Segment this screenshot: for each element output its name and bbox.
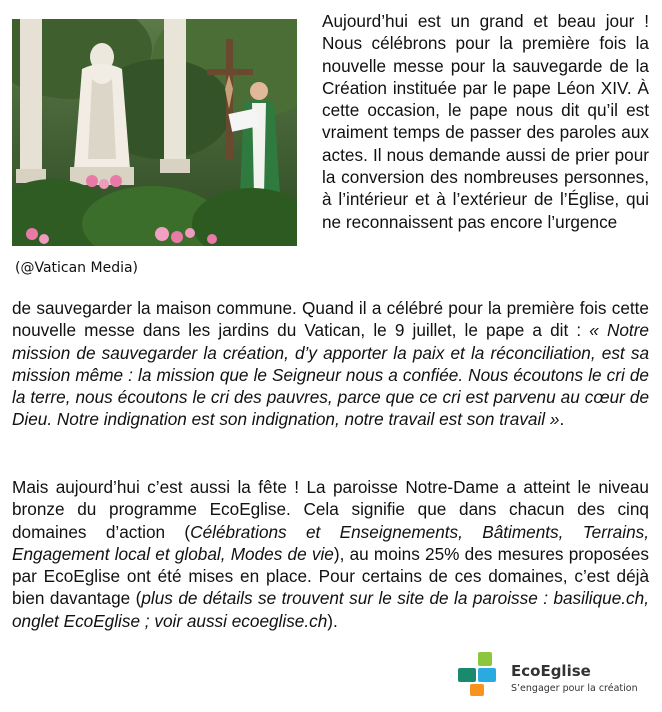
celebration-paragraph	[12, 476, 649, 632]
celebration-text-1: Mais aujourd’hui c’est aussi la fête ! La paroisse Notre-Dame a atteint le niveau bronze du programme EcoEglise. Cela signifie que dans chacun des cinq domaines d’action (	[12, 477, 649, 542]
celebration-text-2: ), au moins 25% des mesures proposées par EcoEglise ont été mises en place. Pour certains de ces domaines, c’est déjà bien davantage (	[12, 543, 649, 609]
photo-caption: (@Vatican Media)	[15, 260, 139, 276]
logo-title: EcoEglise	[511, 662, 591, 680]
right-pillar	[164, 19, 186, 169]
left-pillar	[20, 19, 42, 179]
quote-intro-text: de sauvegarder la maison commune. Quand il a célébré pour la première fois cette nouvelle messe dans les jardins du Vatican, le 9 juillet, le pape a dit :	[12, 298, 649, 341]
photo-illustration	[12, 19, 297, 246]
pope-quote: « Notre mission de sauvegarder la création, d’y apporter la paix et la réconciliation, est sa mission même : la mission que le Seigneur nous a confiée. Nous écoutons le cri de la terre, nous écoutons le cri des pauvres, parce que ce cri est parvenu au cœur de Dieu. Notre indignation est son indignation, notre travail est son travail »	[12, 320, 649, 430]
quote-end: .	[559, 409, 565, 430]
action-domains: Célébrations et Enseignements, Bâtiments, Terrains, Engagement local et global, Modes de vie	[12, 521, 649, 564]
ecoeglise-logo	[456, 650, 656, 700]
logo-subtitle: S’engager pour la création	[511, 683, 638, 694]
celebration-text-3: ).	[327, 610, 338, 631]
ecoeglise-logo-icon	[456, 650, 500, 698]
intro-paragraph: Aujourd’hui est un grand et beau jour ! Nous célébrons pour la première fois la nouvelle messe pour la sauvegarde de la Création instituée par le pape Léon XIV. À cette occasion, le pape nous dit qu’il est vraiment temps de passer des paroles aux actes. Il nous demande aussi de prier pour la conversion des nombreuses personnes, à l’intérieur et à l’extérieur de l’Église, qui ne reconnaissent pas encore l’urgence	[322, 11, 649, 232]
quote-paragraph	[12, 297, 649, 431]
details-note: plus de détails se trouvent sur le site de la paroisse : basilique.ch, onglet EcoEglise ; voir aussi ecoeglise.ch	[12, 588, 649, 631]
garden-mass-photo	[12, 19, 297, 246]
